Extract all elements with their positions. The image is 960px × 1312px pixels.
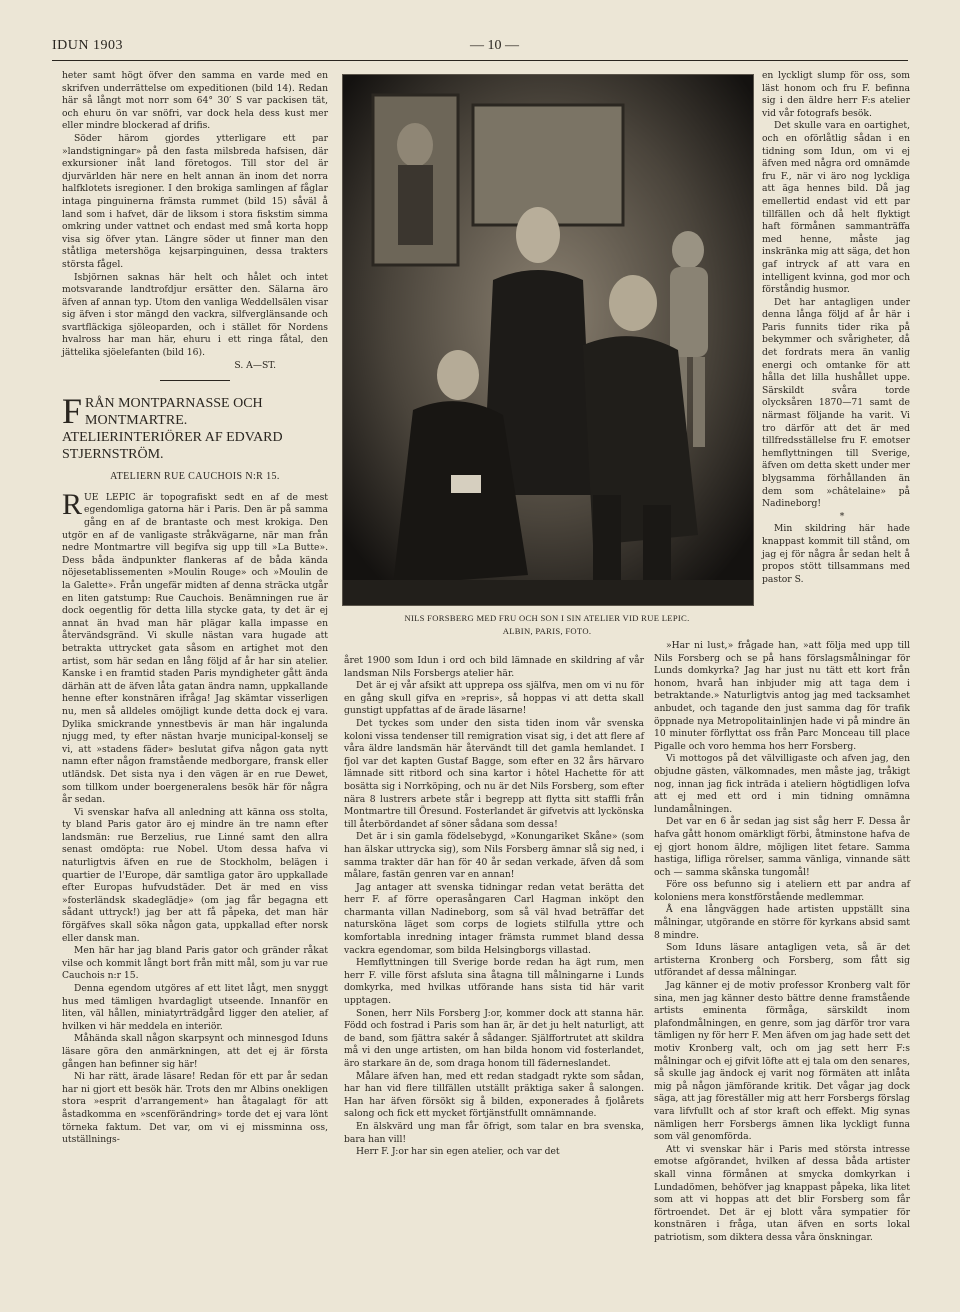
paragraph: En älskvärd ung man får öfrigt, som talar en bra svenska, bara han vill!: [344, 1120, 644, 1145]
caption-line-1: NILS FORSBERG MED FRU OCH SON I SIN ATELIER VID RUE LEPIC.: [404, 613, 690, 623]
paragraph: Som Iduns läsare antagligen veta, så är det artisterna Kronberg och Forsberg, som fått sig utförandet af dessa målningar.: [654, 942, 910, 979]
paragraph: Denna egendom utgöres af ett litet lågt, men snyggt hus med tämligen hvardagligt utseende. Innanför en liten, väl hållen, miniatyrträdgård ligger den atelier, af hvilken vi här meddela en interiör.: [62, 983, 328, 1032]
paragraph: året 1900 som Idun i ord och bild lämnade en skildring af vår landsman Nils Forsbergs atelier här.: [344, 655, 644, 679]
column-2-lower: [344, 655, 644, 1285]
article-subtitle: ATELIERN RUE CAUCHOIS N:R 15.: [110, 471, 280, 483]
paragraph: Det skulle vara en oartighet, och en oförlåtlig sådan i en tidning som Idun, om vi ej äfven med några ord omnämde fru F., när vi äro nog lyckliga att äga hennes bild. Då jag emellertid endast vid ett par tillfällen och då helt flyktigt haft förmånen sammanträffa med henne, måste jag inskränka mig att säga, det hon gaf intryck af att vara en intelligent kvinna, god mor och förståndig husmor.: [762, 120, 910, 296]
paragraph: Söder härom gjordes ytterligare ett par »landstigningar» på den fasta milsbreda hafsisen, där exkursioner inåt land företogos. Till stor del är djurvärlden här nere en helt annan än inom det norra halfklotets isregioner. I den brokiga samlingen af fåglar intaga pinguinerna främsta rummet (bild 15) såväl å land som i hafvet, där de liksom i stora fiskstim simma omkring under vattnet och endast med små korta hopp visa sig öfver ytan. Längre söder ut finner man den ståtliga metershöga kejsarpinguinen, dessa trakters största fågel.: [62, 132, 328, 270]
paragraph: Herr F. J:or har sin egen atelier, och var det: [356, 1146, 560, 1158]
column-3-lower: [654, 640, 910, 1285]
paragraph: Det var en 6 år sedan jag sist såg herr F. Dessa år hafva gått honom omärkligt förbi, åtminstone hafva de ej gjort honom äldre, möjligen litet fetare. Samma hastiga, lifliga rörelser, samma vänliga, vinnande sätt och — samma skånska tungomål!: [654, 816, 910, 878]
signature: S. A—ST.: [234, 359, 276, 371]
paragraph: Sonen, herr Nils Forsberg J:or, kommer dock att stanna här. Född och fostrad i Paris som han är, är det ju helt naturligt, att de band, som fjättra sakér å sådanger. Själffortrutet att skildra må vi den unge artisten, om han bilda honom vid fosterlandet, äro starkare än de, som draga honom till fäderneslandet.: [344, 1007, 644, 1069]
paragraph: en lyckligt slump för oss, som läst honom och fru F. befinna sig i den äldre herr F:s atelier vid vår fotografs besök.: [762, 70, 910, 119]
paragraph: Men här har jag bland Paris gator och gränder råkat vilse och kommit långt bort från mitt mål, som ju var rue Cauchois n:r 15.: [62, 945, 328, 982]
paragraph: Min skildring här hade knappast kommit till stånd, om jag ej för några år sedan helt å propos stött tillsammans med pastor S.: [762, 523, 910, 585]
paragraph: Det är ej vår afsikt att upprepa oss själfva, men om vi nu för en gång skull gifva en »repris», så hoppas vi att detta skall gunstigt uppfattas af de ärade läsarne!: [344, 680, 644, 717]
paragraph: Det har antagligen under denna långa följd af år här i Paris funnits tider rika på bekymmer och svårigheter, då det fordrats mera än vanlig energi och omtanke för att hålla det lilla hushållet uppe. Särskildt svåra torde olycksåren 1870—71 samt de närmast följande ha varit. Vi tro därför att det är med tillfredsställelse fru F. emotser hemflyttningen till Sverige, äfven om detta skett under mer blygsamma förhållanden än dem som »châtelaine» på Nadineborg!: [762, 296, 910, 510]
paragraph: Målare äfven han, med ett redan stadgadt rykte som sådan, har han vid flere tillfällen utställt präktiga saker å salongen. Han har äfven försökt sig å bilden, exponerades å fjolårets salong och fick ett mycket förtjänstfullt omnämnande.: [344, 1070, 644, 1120]
dropcap: R: [62, 487, 83, 521]
page-header: [52, 30, 908, 61]
column-1: [62, 70, 328, 1285]
atelier-photograph: [342, 74, 754, 606]
paragraph: Hemflyttningen till Sverige borde redan ha ägt rum, men herr F. ville först afsluta sina åtagna till målningarne i Lunds domkyrka, med hvilkas utförande hans sista tid här varit upptagen.: [344, 957, 644, 1007]
paragraph: Isbjörnen saknas här helt och hålet och intet motsvarande landtrofdjur ersätter den. Sälarna äro äfven af annan typ. Utom den vanliga Weddellsälen visar sig äfven i stor mängd den vackra, silfverglänsande och svartfläckiga sjöleoparden, och i stället för Nordens hvalross har man här, ehuru i ett ringa fåtal, den jättelika sjöelefanten (bild 16).: [62, 271, 328, 359]
article-title: [62, 391, 328, 463]
paragraph: Att vi svenskar här i Paris med största intresse emotse afgörandet, hvilken af dessa båda artister skall vinna förmånen at smycka domkyrkan i Lundadömen, behöfver jag knappast påpeka, lika litet som att vi hoppas att det blir Forsberg som får förtroendet. Det är ej blott våra sympatier för konstnären i fråga, utan äfven en sorts lokal patriotism, som diktera dessa våra önskningar.: [654, 1143, 910, 1243]
paragraph: Det tyckes som under den sista tiden inom vår svenska koloni vissa tendenser till remigration visat sig, i det att flere af våra äldre landsmän här återvändt till det gamla hemlandet. I fjol var det kapten Gustaf Bagge, som efter en 32 års härvaro lämnade sitt ritbord och sina kartor i hôtel Hachette för att bosätta sig i Norrköping, och nu är det Nils Forsberg, som efter nära 8 lustrers arbete står i begrepp att flytta sitt staffli från Montmartre till Öresund. Fosterlandet är gifvetvis att lyckönska till återbördandet af söner sådana som dessa!: [344, 717, 644, 830]
paragraph: Vi mottogos på det välvilligaste och afven jag, den objudne gästen, välkomnades, men måste jag, tråkigt nog, innan jag fick inträda i ateliern högtidligen lofva att ej med ett ord i min tidning omnämna lundamålningen.: [654, 753, 910, 815]
paragraph: Före oss befunno sig i ateliern ett par andra af koloniens mera konstförstående medlemmar.: [654, 879, 910, 903]
page-number: — 10 —: [470, 38, 519, 53]
paragraph: Å ena långväggen hade artisten uppställt sina målningar, utgörande en större för kyrkans absid samt 8 mindre.: [654, 904, 910, 941]
paragraph: heter samt högt öfver den samma en varde med en skrifven underrättelse om expeditionen (bild 14). Redan här så långt mot norr som 64° 30′ S var packisen tät, och ehuru ön var snöfri, var dock hela dess kust mer eller mindre blockerad af drifis.: [62, 70, 328, 132]
paragraph: »Har ni lust,» frågade han, »att följa med upp till Nils Forsberg och se på hans förslagsmålningar för Lunds domkyrka? Jag har just nu tätt ett kort från honom, hvarå han inbjuder mig att taga dem i betraktande.» Naturligtvis antog jag med tacksamhet anbudet, och tagande den just samma dag för trafik öppnade nya Metropolitainlinjen hade vi på mindre än 10 minuter förflyttat oss från Parc Monceau till place Pigalle och voro hemma hos herr Forsberg.: [654, 640, 910, 752]
first-paragraph-text: UE LEPIC är topografiskt sedt en af de mest egendomliga gatorna här i Paris. Den är på samma gång en af de brantaste och mest krokiga. Den utgör en af de vanligaste stråkvägarne, när man från nedre Montmartre vill begifva sig upp till »La Butte». Dess båda ändpunkter flankeras af de båda kända nöjesetablissementen »Moulin Rouge» och »Moulin de la Galette». Från ungefär midten af denna sträcka utgår en liten gatstump: Rue Cauchois. Benämningen rue är dock oegentlig för detta lilla stycke gata, ty det är ej annat än hvad man här plägar kalla impasse en återvändsgränd. Vi skulle nästan vara hugade att betrakta uttrycket gata såsom en artighet mot den artist, som här sedan en lång följd af år har sin atelier. Kanske i en framtid staden Paris myndigheter gått ända därhän att de äfven låta gatan ändra namn, uppkallande henne efter konstnären ifråga! Jag skämtar visserligen nu, men så alldeles omöjligt kunde detta dock ej vara. Dylika smickrande ynnestbevis är man här ingalunda njugg med, ty efter nästan hvarje municipal-konselj se vi, att »stadens fäder» beslutat gifva någon gata nytt namn efter någon framstående medborgare, fransk eller utländsk. Det sista nya i den vägen är en rue Dewet, som tillkom under boergeneralens besök här för några år sedan.: [62, 491, 328, 806]
first-paragraph: [62, 487, 328, 807]
paragraph: Vi svenskar hafva all anledning att känna oss stolta, ty bland Paris gator äro ej mindre än tre namn efter landsmän: rue Berzelius, rue Linné samt den allra senast omdöpta: rue Nobel. Utom dessa hafva vi naturligtvis äfven en rue de Stockholm, belägen i quartier de l'Europe, där samtliga gator äro uppkallade efter Europas hufvudstäder. Det är med en viss »fosterländsk skadeglädje» (om jag får begagna ett sådant uttryck!) jag ber att få påpeka, det man här förgäfves skall söka någon gata, uppkallad efter norsk eller dansk man.: [62, 806, 328, 944]
paragraph: Jag antager att svenska tidningar redan vetat berätta det herr F. af förre operasångaren Carl Hagman inköpt den charmanta villan Nadineborg, som så väl hvad beträffar det natursköna läget som corps de logiets stilfulla yttre och komfortabla inredning intager främsta rummet bland dessa vackra egendomar, som bilda Helsingborgs villastad.: [344, 881, 644, 956]
title-initial: F: [62, 391, 83, 432]
section-star: *: [839, 510, 845, 522]
photo-illustration: [343, 75, 753, 605]
caption-line-2: ALBIN, PARIS, FOTO.: [502, 626, 592, 636]
column-3-top: [762, 70, 910, 585]
paragraph: Det är i sin gamla födelsebygd, »Konungariket Skåne» (som han älskar uttrycka sig), som Nils Forsberg ämnar slå sig ned, i samma trakter där han för 40 år sedan verkade, äfven då som målare, fastän genren var en annan!: [344, 831, 644, 881]
title-text: RÅN MONTPARNASSE OCH MONTMARTRE. ATELIERINTERIÖRER AF EDVARD STJERNSTRÖM.: [62, 396, 283, 463]
paragraph: Jag känner ej de motiv professor Kronberg valt för sina, men jag känner desto bättre denne framstående artists eminenta förmåga, särskildt inom plafondmålningen, en genre, som jag därför tror vara tämligen ny för herr F. Men äfven om jag hade sett det motiv Kronberg valt, och om jag sett herr F:s målningar och ej gifvit löfte att ej tala om den senares, så skulle jag ändock ej varit nog förmäten att inlåta mig på någon jämförande kritik. Det vågar jag dock säga, att jag föreställer mig att herr Forsbergs förslag vara lifvfullt och af stor kraft och effekt. Mig synas nämligen herr Forsbergs ämnen lika lyckligt funna som väl genomförda.: [654, 980, 910, 1143]
divider: [160, 380, 230, 381]
paragraph: Ni har rätt, ärade läsare! Redan för ett par år sedan har ni gjort ett besök här. Trots den mr Albins onekligen stora »esprit d'arrangement» han åtagalagt för att åstadkomma en »scenförändring» torde det ej vara lönt törneka faktum. Det var, om vi ej missminna oss, utställnings-: [62, 1071, 328, 1146]
paragraph: Måhända skall någon skarpsynt och minnesgod Iduns läsare göra den anmärkningen, att det ej är första gången han befinner sig här!: [62, 1033, 328, 1070]
magazine-title: IDUN 1903: [52, 38, 123, 53]
photo-caption: [342, 612, 752, 638]
